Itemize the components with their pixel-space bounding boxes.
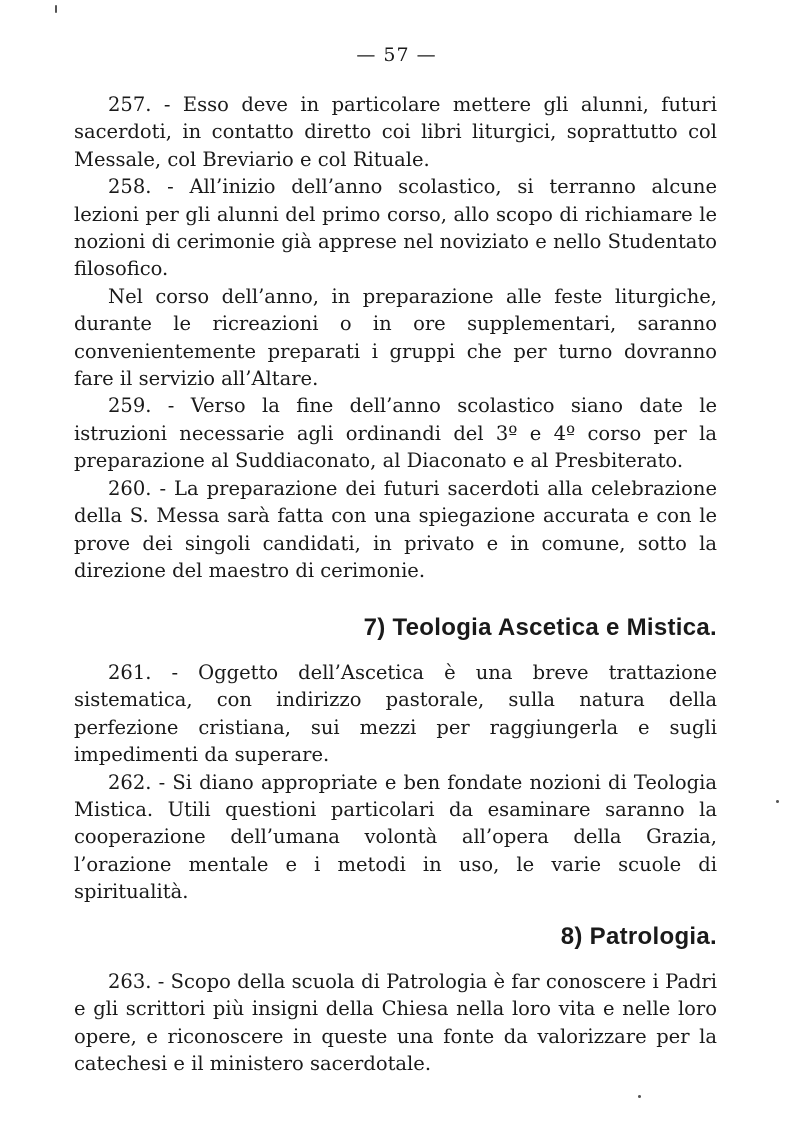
paragraph-261: 261. - Oggetto dell’Ascetica è una breve trattazione sistematica, con indirizzo pastorale, sulla natura della perfezione cristiana, sui mezzi per raggiungerla e sugli impedimenti da superare. xyxy=(74,661,717,767)
liturgy-section-body xyxy=(74,91,717,584)
paragraph-257: 257. - Esso deve in particolare mettere gli alunni, futuri sacerdoti, in contatto diretto coi libri liturgici, soprattutto col Messale, col Breviario e col Rituale. xyxy=(74,93,717,171)
print-speck xyxy=(638,1095,641,1098)
paragraph-260: 260. - La preparazione dei futuri sacerdoti alla celebrazione della S. Messa sarà fatta con una spiegazione accurata e con le prove dei singoli candidati, in privato e in comune, sotto la direzione del maestro di cerimonie. xyxy=(74,476,717,582)
print-speck xyxy=(776,800,779,803)
paragraph-259: 259. - Verso la fine dell’anno scolastico siano date le istruzioni necessarie agli ordinandi del 3º e 4º corso per la preparazione al Suddiaconato, al Diaconato e al Presbiterato. xyxy=(74,394,717,473)
paragraph-262: 262. - Si diano appropriate e ben fondate nozioni di Teologia Mistica. Utili questioni particolari da esaminare saranno la cooperazione dell’umana volontà all’opera della Grazia, l’orazione mentale e i metodi in uso, le varie scuole di spiritualità. xyxy=(74,770,717,904)
paragraph-258: 258. - All’inizio dell’anno scolastico, si terranno alcune lezioni per gli alunni del primo corso, allo scopo di richiamare le nozioni di cerimonie già apprese nel noviziato e nello Studentato filosofico. xyxy=(74,175,717,281)
page-number: — 57 — xyxy=(356,44,437,66)
paragraph-258-continued: Nel corso dell’anno, in preparazione alle feste liturgiche, durante le ricreazioni o in ore supplementari, saranno convenientemente preparati i gruppi che per turno dovranno fare il servizio all’Altare. xyxy=(74,284,717,391)
section-heading-patrologia: 8) Patrologia. xyxy=(560,923,717,950)
section-heading-ascetica: 7) Teologia Ascetica e Mistica. xyxy=(363,614,717,641)
print-speck xyxy=(55,5,57,13)
paragraph-263: 263. - Scopo della scuola di Patrologia è far conoscere i Padri e gli scrittori più insigni della Chiesa nella loro vita e nelle loro opere, e riconoscere in queste una fonte da valorizzare per la catechesi e il ministero sacerdotale. xyxy=(74,970,717,1076)
ascetica-section-body xyxy=(74,659,717,906)
patrologia-section-body xyxy=(74,968,717,1078)
